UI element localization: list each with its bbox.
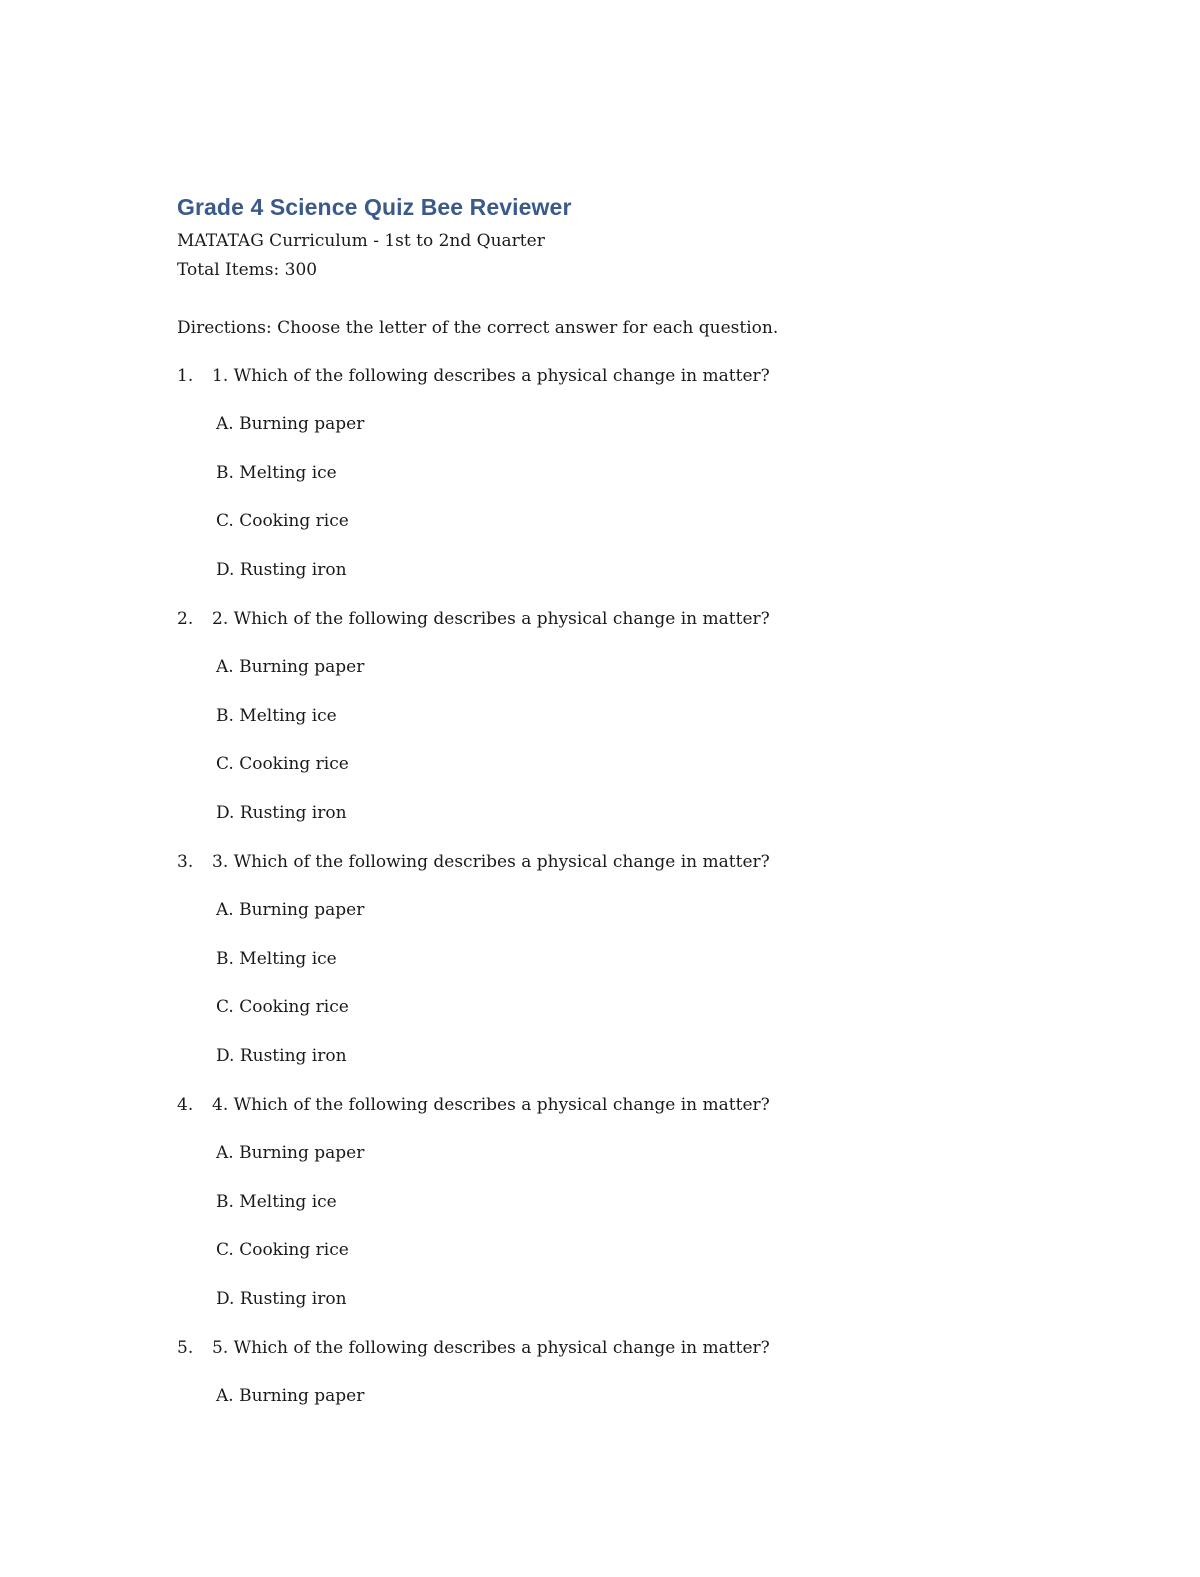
option-d: D. Rusting iron	[216, 1288, 347, 1309]
question-row	[177, 362, 1037, 410]
option-c: C. Cooking rice	[216, 997, 349, 1017]
question-text: 3. Which of the following describes a physical change in matter?	[212, 852, 770, 872]
question-number: 4.	[177, 1095, 194, 1115]
question-row	[177, 605, 1037, 653]
question-row	[177, 1334, 1037, 1382]
question-number: 1.	[177, 366, 194, 386]
option-a: A. Burning paper	[216, 900, 365, 920]
option-b: B. Melting ice	[216, 462, 337, 483]
directions: Directions: Choose the letter of the correct answer for each question.	[177, 318, 779, 338]
question-text: 1. Which of the following describes a physical change in matter?	[212, 366, 770, 386]
option-b: B. Melting ice	[216, 705, 337, 726]
option-list	[177, 410, 1037, 604]
question-number: 2.	[177, 609, 194, 629]
document-title: Grade 4 Science Quiz Bee Reviewer	[177, 194, 572, 220]
question-row	[177, 1091, 1037, 1139]
question-row	[177, 848, 1037, 896]
total-items: Total Items: 300	[177, 260, 318, 280]
option-list	[177, 653, 1037, 847]
option-a: A. Burning paper	[216, 414, 365, 434]
option-d: D. Rusting iron	[216, 1045, 347, 1066]
option-list	[177, 896, 1037, 1090]
option-b: B. Melting ice	[216, 1191, 337, 1212]
question-item	[177, 1091, 1037, 1334]
option-a: A. Burning paper	[216, 1386, 365, 1406]
option-c: C. Cooking rice	[216, 1240, 349, 1260]
option-d: D. Rusting iron	[216, 802, 347, 823]
document-body	[177, 190, 1037, 1577]
question-text: 5. Which of the following describes a physical change in matter?	[212, 1338, 770, 1358]
option-b: B. Melting ice	[216, 948, 337, 969]
option-c: C. Cooking rice	[216, 511, 349, 531]
option-a: A. Burning paper	[216, 657, 365, 677]
question-number: 3.	[177, 852, 194, 872]
question-item	[177, 605, 1037, 848]
question-item	[177, 362, 1037, 605]
document-subtitle: MATATAG Curriculum - 1st to 2nd Quarter	[177, 231, 545, 251]
question-item	[177, 848, 1037, 1091]
option-a: A. Burning paper	[216, 1143, 365, 1163]
option-d: D. Rusting iron	[216, 559, 347, 580]
question-list	[177, 362, 1037, 1577]
option-list	[177, 1139, 1037, 1333]
question-number: 5.	[177, 1338, 194, 1358]
option-c: C. Cooking rice	[216, 754, 349, 774]
question-text: 4. Which of the following describes a physical change in matter?	[212, 1095, 770, 1115]
question-text: 2. Which of the following describes a physical change in matter?	[212, 609, 770, 629]
option-list	[177, 1382, 1037, 1431]
question-item	[177, 1334, 1037, 1577]
